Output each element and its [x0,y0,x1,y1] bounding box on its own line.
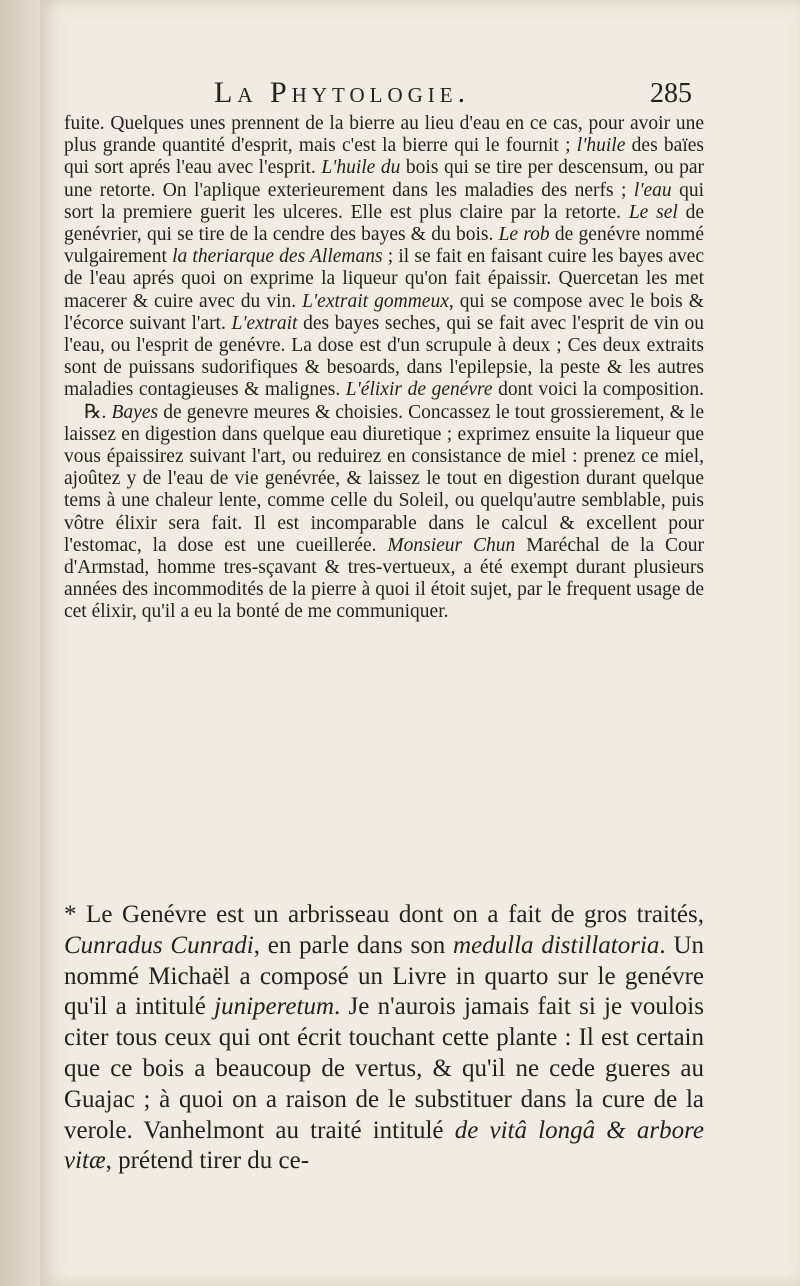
italic-term: la theriarque des Allemans [172,246,383,268]
italic-term: juniperetum [214,993,335,1021]
text-run: , prétend tirer du ce- [105,1147,310,1175]
italic-term: l'eau [633,179,672,201]
text-run: * Le Genévre est un arbrisseau dont on a fait de gros traités, [64,901,704,928]
italic-term: L'huile du [321,157,401,179]
text-run: Maréchal de la Cour d'Armstad, homme tres-sçavant & tres-vertueux, a été exempt durant plusieurs années des incommodités de la pierre à quoi il étoit sujet, par le frequent usage de cet élixir, qu'il a eu la bonté de me communiquer. [64,534,704,623]
text-run: . Un nommé Michaël a composé un Livre in quarto sur le genévre qu'il a intitulé [64,931,705,1021]
italic-term: L'extrait [231,312,298,334]
text-run: fuite. Quelques unes prennent de la bierre au lieu d'eau en ce cas, pour avoir une plus grande quantité d'esprit, mais c'est la bierre qui le fournit ; [64,113,704,157]
paragraph-juniper-note [64,900,704,1177]
text-run: , qui se compose avec le bois & l'écorce suivant l'art. [64,290,704,334]
text-run: de genévrier, qui se tire de la cendre des bayes & du bois. [64,201,704,246]
text-run: , en parle dans son [253,931,454,959]
text-run: dont voici la composition. [492,379,704,401]
paragraph-preparations [64,113,704,402]
italic-term: Le rob [498,224,550,246]
italic-term: Cunradus Cunradi [64,931,254,959]
main-text [64,113,704,624]
page-number: 285 [650,78,692,109]
text-run: ℞. [84,401,112,423]
text-run: de genévre nommé vulgairement [64,224,704,268]
italic-term: medulla distillatoria [453,931,660,959]
text-run: qui sort la premiere guerit les ulceres. Elle est plus claire par la retorte. [64,179,705,223]
binding-gutter [0,0,40,1286]
italic-term: L'élixir de genévre [345,379,493,401]
text-run: bois qui se tire per descensum, ou par une retorte. On l'aplique exterieurement dans les maladies des nerfs ; [64,157,704,201]
italic-term: de vitâ longâ & arbore vitæ [64,1116,704,1175]
italic-term: Bayes [111,401,159,423]
italic-term: l'huile [576,135,626,157]
italic-term: Monsieur Chun [387,534,516,556]
italic-term: Le sel [628,201,678,223]
footnote-text [64,900,704,1177]
text-run: ; il se fait en faisant cuire les bayes avec de l'eau aprés quoi on exprime la liqueur qu'on fait épaissir. Quercetan les met macerer & cuire avec du vin. [64,246,704,312]
paragraph-recipe [64,402,704,624]
text-run: des bayes seches, qui se fait avec l'esprit de vin ou l'eau, ou l'esprit de genévre. La dose est d'un scrupule à deux ; Ces deux extraits sont de puissans sudorifiques & besoards, dans l'epilepsie, la peste & les autres maladies contagieuses & malignes. [64,312,704,401]
text-run: . Je n'aurois jamais fait si je voulois citer tous ceux qui ont écrit touchant cette plante : Il est certain que ce bois a beaucoup de vertus, & qu'il ne cede gueres au Guajac ; à quoi on a raison de le substituer dans la cure de la verole. Vanhelmont au traité intitulé [64,993,704,1144]
italic-term: L'extrait gommeux [302,290,449,312]
text-run: des baïes qui sort aprés l'eau avec l'esprit. [64,135,704,179]
running-title: La Phytologie. [214,76,471,109]
text-run: de genevre meures & choisies. Concassez le tout grossierement, & le laissez en digestion dans quelque eau diuretique ; exprimez ensuite la liqueur que vous épaissirez suivant l'art, ou reduirez en consistance de miel : prenez ce miel, ajoûtez y de l'eau de vie genévrée, & laissez le tout en digestion durant quelque tems à une chaleur lente, comme celle du Soleil, ou quelqu'autre semblable, puis vôtre élixir sera fait. Il est incomparable dans le calcul & excellent pour l'estomac, la dose est une cueillerée. [64,401,705,556]
page-header [64,76,704,116]
